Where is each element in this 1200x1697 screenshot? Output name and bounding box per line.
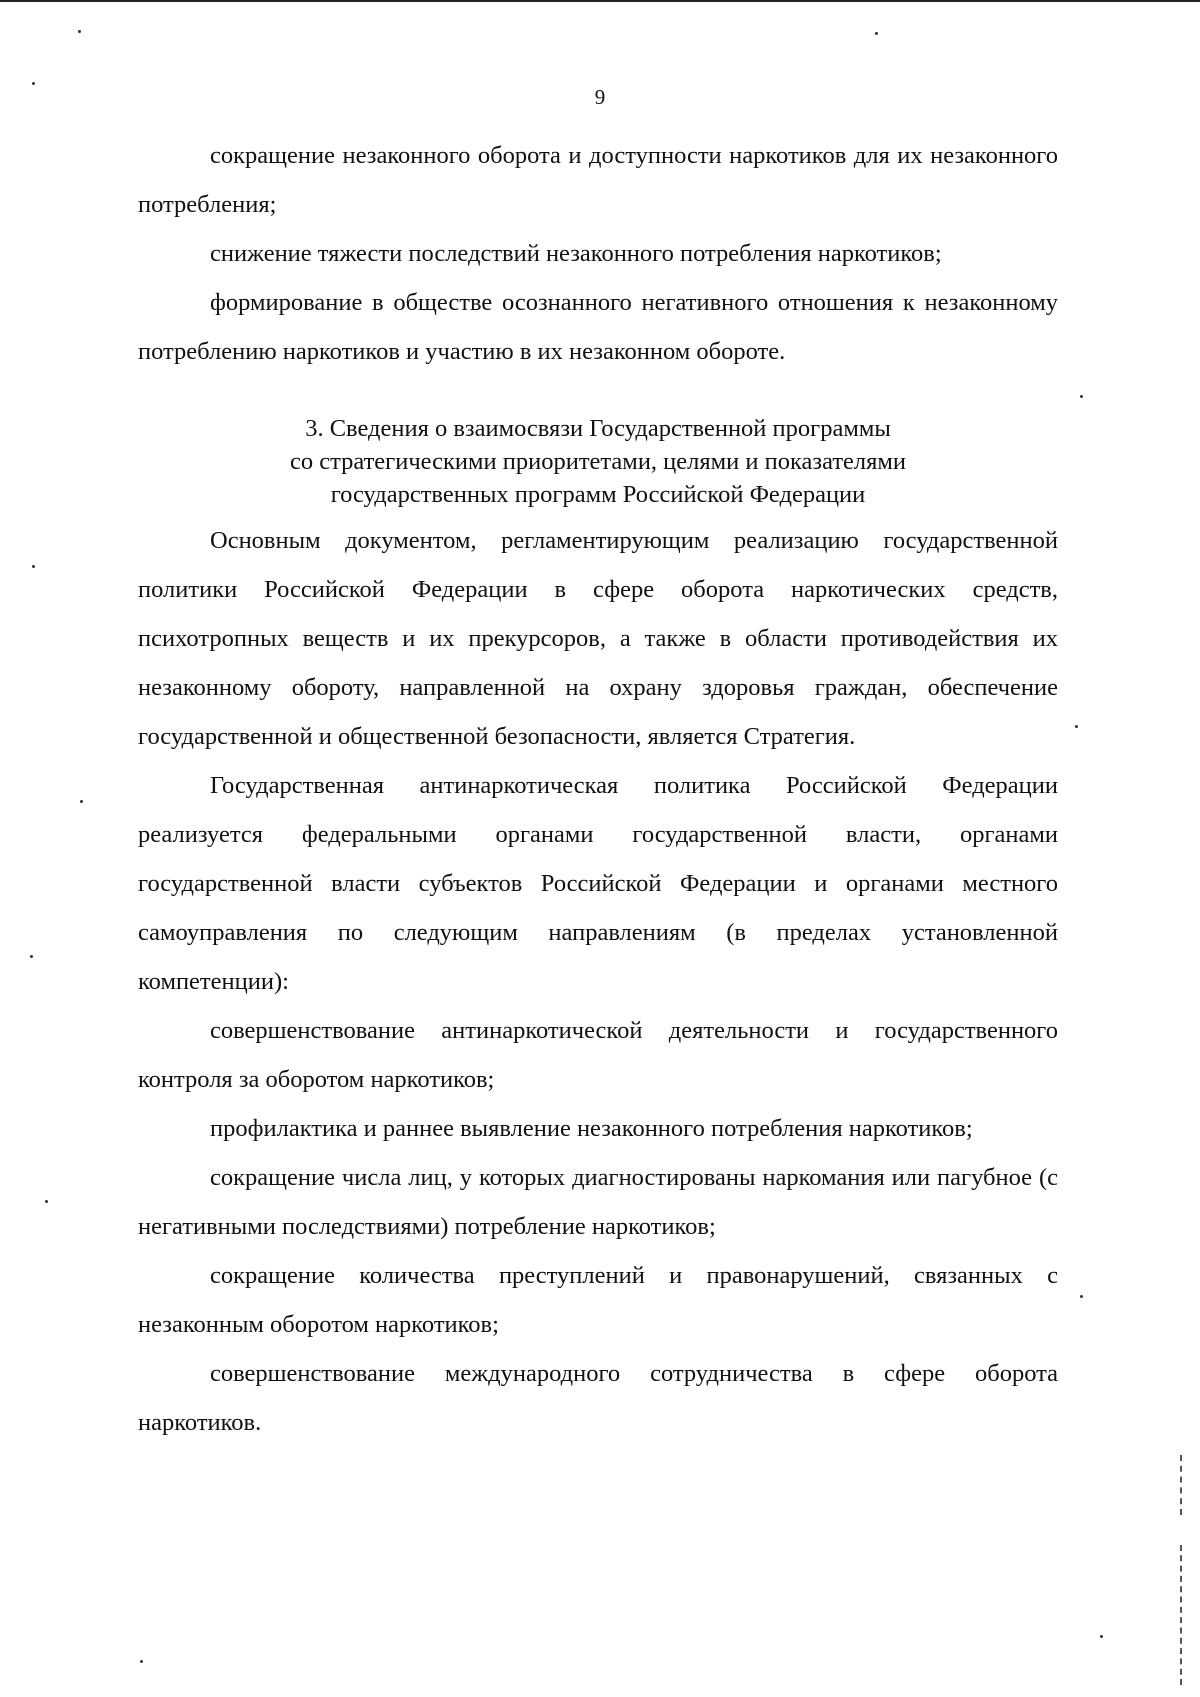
scan-speck <box>140 1660 143 1663</box>
scan-speck <box>80 800 83 803</box>
scan-speck <box>1080 1295 1083 1298</box>
scan-edge-mark <box>1180 1455 1182 1515</box>
goal-item: формирование в обществе осознанного негативного отношения к незаконному потреблению наркотиков и участию в их незаконном обороте. <box>138 289 1058 365</box>
goal-item: сокращение незаконного оборота и доступности наркотиков для их незаконного потребления; <box>138 142 1058 218</box>
section-heading-line: 3. Сведения о взаимосвязи Государственной программы <box>305 415 891 442</box>
scan-speck <box>78 30 81 33</box>
body-paragraph: сокращение числа лиц, у которых диагностированы наркомания или пагубное (с негативными последствиями) потребление наркотиков; <box>138 1164 1058 1240</box>
body-paragraph: профилактика и раннее выявление незаконного потребления наркотиков; <box>210 1115 973 1142</box>
scan-speck <box>30 955 33 958</box>
section-body <box>138 516 1058 1447</box>
section-heading-line: со стратегическими приоритетами, целями и показателями <box>289 448 907 475</box>
goal-item: снижение тяжести последствий незаконного потребления наркотиков; <box>210 240 942 267</box>
body-paragraph: совершенствование международного сотрудничества в сфере оборота наркотиков. <box>138 1360 1058 1436</box>
body-paragraph: совершенствование антинаркотической деятельности и государственного контроля за оборотом наркотиков; <box>138 1017 1058 1093</box>
body-paragraph: Государственная антинаркотическая политика Российской Федерации реализуется федеральными органами государственной власти, органами государственной власти субъектов Российской Федерации и органами местного самоуправления по следующим направлениям (в пределах установленной компетенции): <box>138 772 1058 995</box>
scan-speck <box>1080 395 1083 398</box>
scan-speck <box>45 1200 48 1203</box>
section-heading-line: государственных программ Российской Федерации <box>330 481 866 508</box>
goals-list <box>138 131 1058 376</box>
scan-speck <box>875 32 878 35</box>
section-heading <box>138 412 1058 511</box>
scan-speck <box>1100 1635 1103 1638</box>
scan-speck <box>1075 725 1078 728</box>
scan-edge-mark <box>1180 1545 1182 1685</box>
body-paragraph: сокращение количества преступлений и правонарушений, связанных с незаконным оборотом наркотиков; <box>138 1262 1058 1338</box>
page-number: 9 <box>594 85 606 109</box>
scan-top-border <box>0 0 1200 2</box>
scan-speck <box>32 565 35 568</box>
body-paragraph: Основным документом, регламентирующим реализацию государственной политики Российской Федерации в сфере оборота наркотических средств, психотропных веществ и их прекурсоров, а также в области противодействия их незаконному обороту, направленной на охрану здоровья граждан, обеспечение государственной и общественной безопасности, является Стратегия. <box>138 527 1058 750</box>
